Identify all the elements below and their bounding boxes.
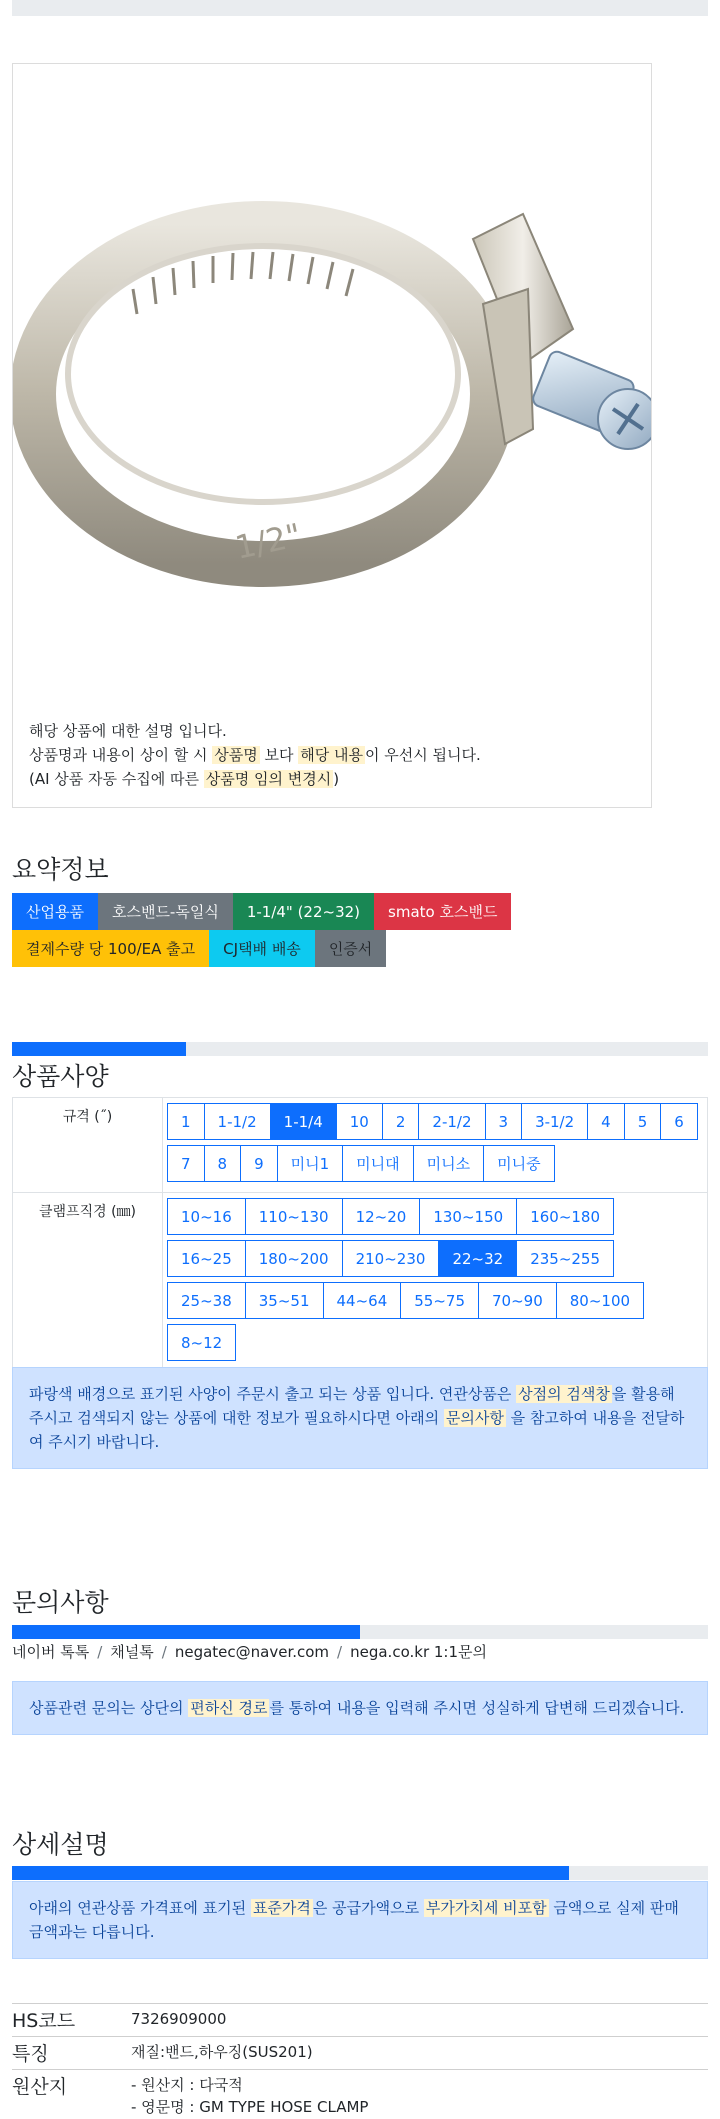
notes-line-3: (AI 상품 자동 수집에 따른 상품명 임의 변경시 ) [29,770,340,788]
summary-title: 요약정보 [12,855,109,884]
summary-badge: 산업용품 [12,893,98,930]
spec-option[interactable]: 80~100 [556,1282,644,1319]
spec-label: 규격 (˝) [13,1098,163,1192]
spec-option[interactable]: 110~130 [245,1198,343,1235]
notes-line-1: 해당 상품에 대한 설명 입니다. [29,722,227,740]
link-separator: / [97,1643,103,1661]
contact-link[interactable]: nega.co.kr 1:1문의 [350,1643,487,1661]
spec-option[interactable]: 44~64 [323,1282,402,1319]
info-table [12,2003,708,2119]
info-key: 원산지 [12,2076,68,2098]
notes-line-2: 상품명과 내용이 상이 할 시 상품명 보다 해당 내용 이 우선시 됩니다. [29,746,481,764]
contact-progress [12,1625,708,1639]
spec-option[interactable]: 35~51 [245,1282,324,1319]
info-value-line: - 원산지 : 다국적 [131,2076,243,2094]
spec-option[interactable]: 16~25 [167,1240,246,1277]
info-value [131,2070,708,2119]
spec-option[interactable]: 25~38 [167,1282,246,1319]
spec-option[interactable]: 4 [587,1103,625,1140]
summary-badge: 호스밴드-독일식 [98,893,233,930]
summary-badge: smato 호스밴드 [374,893,511,930]
spec-option[interactable]: 10 [336,1103,383,1140]
info-value-line: 7326909000 [131,2010,227,2028]
spec-row [13,1193,707,1371]
spec-option[interactable]: 미니1 [277,1145,344,1182]
spec-option[interactable]: 2-1/2 [418,1103,485,1140]
contact-alert: 상품관련 문의는 상단의 편하신 경로 를 통하여 내용을 입력해 주시면 성실하게 답변해 드리겠습니다. [12,1681,708,1735]
spec-option[interactable]: 235~255 [516,1240,614,1277]
info-key: HS코드 [12,2010,76,2032]
spec-option[interactable]: 160~180 [516,1198,614,1235]
svg-text:1/2": 1/2" [231,515,305,567]
spec-option[interactable]: 7 [167,1145,205,1182]
spec-option[interactable]: 미니대 [342,1145,413,1182]
top-divider [12,0,708,16]
contact-link[interactable]: 네이버 톡톡 [12,1643,90,1661]
spec-option[interactable]: 3-1/2 [521,1103,588,1140]
contact-link[interactable]: negatec@naver.com [174,1643,330,1661]
spec-option[interactable]: 9 [240,1145,278,1182]
info-value-line: - 영문명 : GM TYPE HOSE CLAMP [131,2098,369,2116]
spec-option[interactable]: 3 [485,1103,523,1140]
spec-option[interactable]: 22~32 [438,1240,517,1277]
summary-badge: 인증서 [315,930,386,967]
spec-option[interactable]: 10~16 [167,1198,246,1235]
spec-option[interactable]: 미니중 [483,1145,554,1182]
info-row [12,2036,708,2069]
contact-link[interactable]: 채널톡 [110,1643,154,1661]
info-value-line: 재질:밴드,하우징(SUS201) [131,2043,313,2061]
spec-option[interactable]: 8~12 [167,1324,236,1361]
detail-progress [12,1866,708,1880]
product-card [12,63,652,808]
spec-option[interactable]: 6 [660,1103,698,1140]
contact-links [12,1641,487,1662]
spec-option[interactable]: 180~200 [245,1240,343,1277]
spec-alert: 파랑색 배경으로 표기된 사양이 주문시 출고 되는 상품 입니다. 연관상품은 상점의 검색창 을 활용해 주시고 검색되지 않는 상품에 대한 정보가 필요하시다면 아래의 문의사항 을 참고하여 내용을 전달하여 주시기 바랍니다. [12,1367,708,1469]
spec-option[interactable]: 1-1/4 [270,1103,337,1140]
spec-option[interactable]: 8 [204,1145,242,1182]
spec-option[interactable]: 5 [624,1103,662,1140]
spec-option[interactable]: 1-1/2 [204,1103,271,1140]
info-value [131,2037,708,2069]
info-row [12,2069,708,2119]
link-separator: / [161,1643,167,1661]
summary-badge: CJ택배 배송 [209,930,315,967]
link-separator: / [337,1643,343,1661]
spec-option[interactable]: 2 [382,1103,420,1140]
spec-option[interactable]: 미니소 [413,1145,484,1182]
spec-option[interactable]: 210~230 [342,1240,440,1277]
summary-badge: 결제수량 당 100/EA 출고 [12,930,209,967]
spec-option[interactable]: 12~20 [342,1198,421,1235]
info-row [12,2003,708,2036]
summary-badges [12,893,708,967]
summary-badge: 1-1/4" (22~32) [233,893,374,930]
spec-label: 클램프직경 (㎜) [13,1193,163,1371]
spec-option[interactable]: 130~150 [419,1198,517,1235]
product-notes [29,719,481,791]
spec-option[interactable]: 55~75 [400,1282,479,1319]
spec-progress [12,1042,708,1056]
contact-title: 문의사항 [12,1588,109,1617]
spec-option[interactable]: 70~90 [478,1282,557,1319]
detail-alert: 아래의 연관상품 가격표에 표기된 표준가격 은 공급가액으로 부가가치세 비포함 금액으로 실제 판매금액과는 다릅니다. [12,1881,708,1959]
info-value [131,2004,708,2036]
spec-row [13,1098,707,1193]
spec-option[interactable]: 1 [167,1103,205,1140]
detail-title: 상세설명 [12,1830,109,1859]
info-key: 특징 [12,2043,49,2065]
spec-title: 상품사양 [12,1062,109,1091]
spec-table [12,1097,708,1372]
product-image [13,64,651,704]
